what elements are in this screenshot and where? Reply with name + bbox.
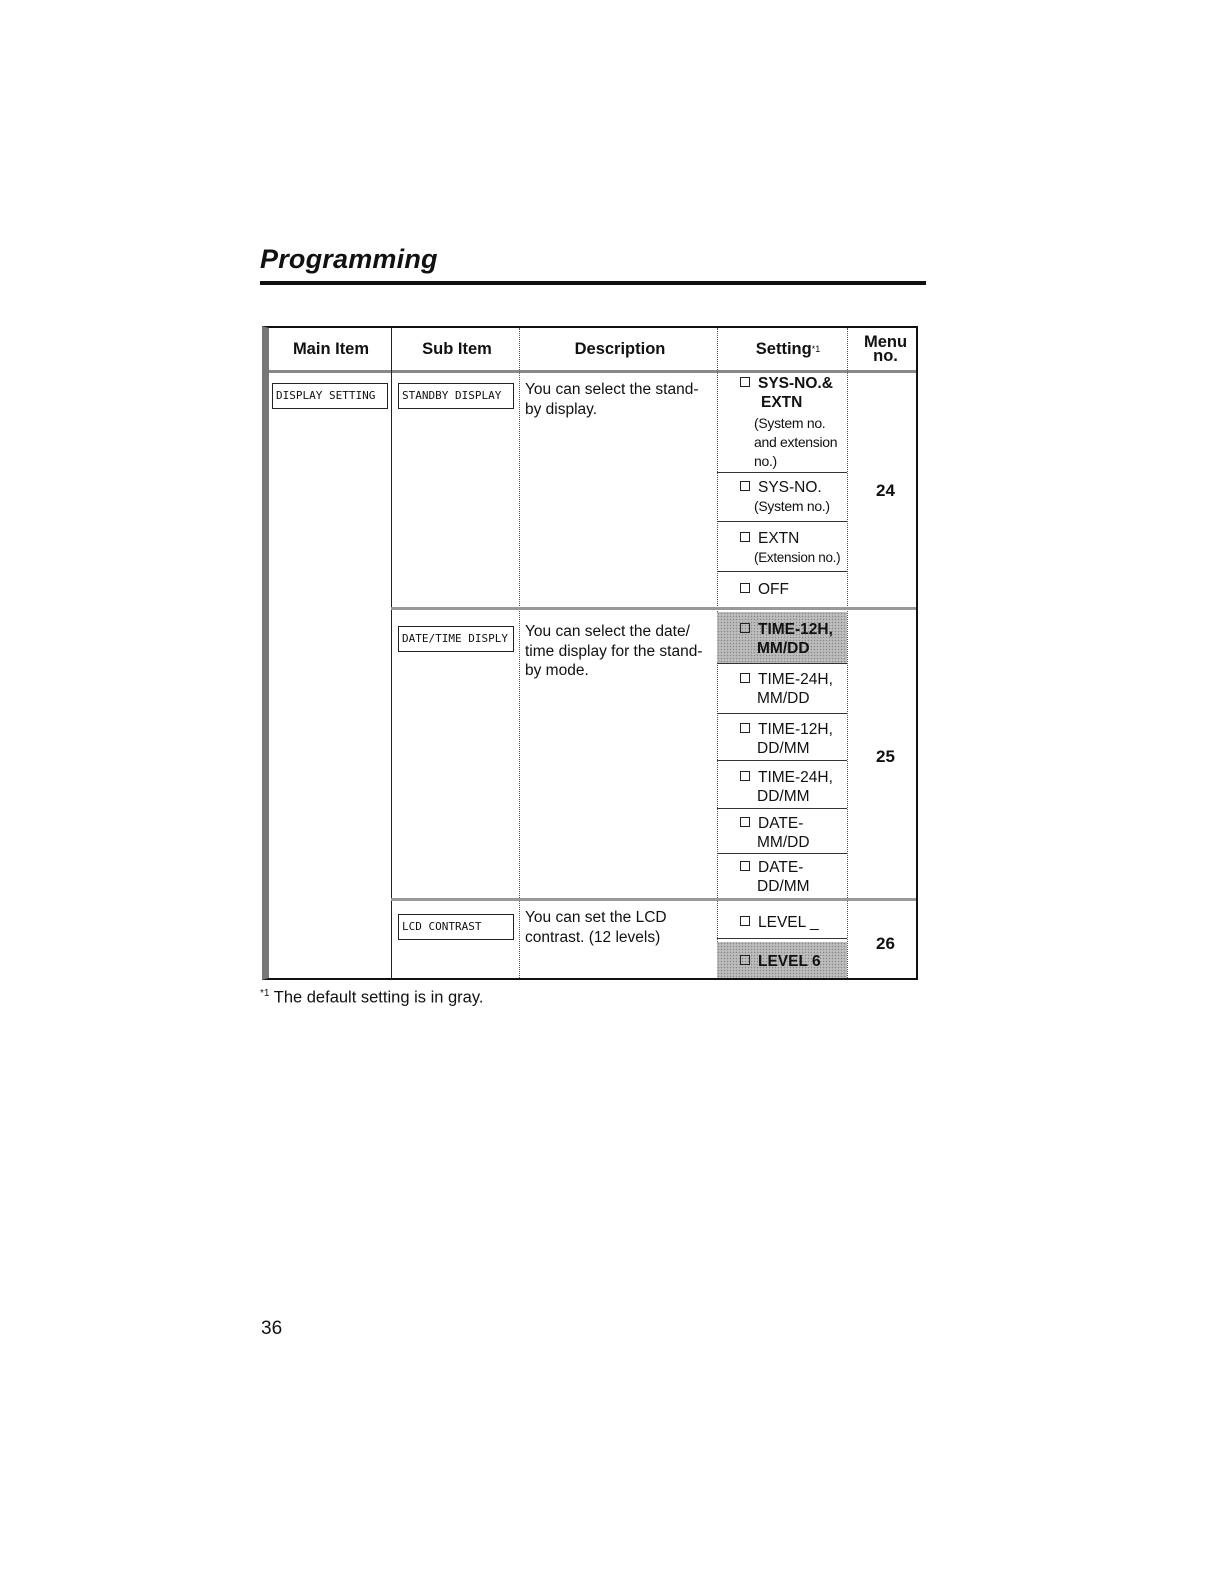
setting-option xyxy=(717,478,847,521)
setting-separator xyxy=(717,571,847,572)
setting-option xyxy=(717,720,847,760)
setting-note: (Extension no.) xyxy=(754,550,841,565)
setting-label: SYS-NO.& xyxy=(758,375,833,392)
checkbox-icon xyxy=(740,623,750,633)
setting-label-line2: MM/DD xyxy=(757,834,810,851)
checkbox-icon xyxy=(740,532,750,542)
setting-separator xyxy=(717,663,847,664)
description-lcd-contrast: You can set the LCD contrast. (12 levels) xyxy=(525,909,667,946)
group-separator xyxy=(391,898,916,901)
checkbox-icon xyxy=(740,817,750,827)
setting-option xyxy=(717,814,847,853)
checkbox-icon xyxy=(740,955,750,965)
header-setting xyxy=(723,328,853,370)
setting-option-default xyxy=(717,942,847,978)
setting-label: TIME-12H, xyxy=(758,621,833,638)
settings-table xyxy=(262,326,918,980)
setting-label: TIME-24H, xyxy=(758,769,833,786)
setting-note: and extension xyxy=(754,434,838,450)
setting-label-line2: MM/DD xyxy=(757,640,810,657)
setting-option xyxy=(717,529,847,571)
checkbox-icon xyxy=(740,481,750,491)
menu-number: 26 xyxy=(876,934,895,953)
setting-note: no.) xyxy=(754,453,777,469)
column-divider xyxy=(519,328,520,978)
footnote xyxy=(260,988,483,1008)
title-rule xyxy=(260,281,926,285)
setting-label: EXTN xyxy=(758,530,800,547)
menu-number: 24 xyxy=(876,481,895,500)
description-date-time-display: You can select the date/ time display for the stand-by mode. xyxy=(525,623,703,679)
setting-option xyxy=(717,374,847,472)
column-divider xyxy=(847,328,848,978)
group-separator xyxy=(391,607,916,610)
setting-label: LEVEL _ xyxy=(758,914,819,931)
setting-option xyxy=(717,858,847,898)
header-description: Description xyxy=(574,339,666,358)
setting-label: DATE- xyxy=(758,859,804,876)
setting-option xyxy=(717,580,847,604)
sub-item-standby-display: STANDBY DISPLAY xyxy=(398,383,514,409)
setting-note: (System no.) xyxy=(754,498,830,514)
setting-label-line2: DD/MM xyxy=(757,788,810,805)
setting-label-line2: MM/DD xyxy=(757,690,810,707)
header-sub-item: Sub Item xyxy=(422,339,492,358)
menu-number: 25 xyxy=(876,747,895,766)
sub-item-date-time-display: DATE/TIME DISPLY xyxy=(398,626,514,652)
checkbox-icon xyxy=(740,723,750,733)
checkbox-icon xyxy=(740,673,750,683)
setting-note: (System no. xyxy=(754,415,826,431)
main-item-display-setting: DISPLAY SETTING xyxy=(272,383,388,409)
setting-option xyxy=(717,913,847,937)
header-setting-footnote-mark: *1 xyxy=(811,344,821,354)
setting-separator xyxy=(717,938,847,939)
checkbox-icon xyxy=(740,583,750,593)
setting-separator xyxy=(717,472,847,473)
column-divider xyxy=(391,328,392,978)
sub-item-lcd-contrast: LCD CONTRAST xyxy=(398,914,514,940)
setting-option-default xyxy=(717,612,847,663)
checkbox-icon xyxy=(740,916,750,926)
setting-separator xyxy=(717,760,847,761)
setting-separator xyxy=(717,713,847,714)
setting-option xyxy=(717,768,847,808)
header-main-item: Main Item xyxy=(292,339,370,358)
setting-label: OFF xyxy=(758,581,789,598)
setting-label: LEVEL 6 xyxy=(758,953,821,970)
setting-label-line2: DD/MM xyxy=(757,878,810,895)
setting-label-line2: EXTN xyxy=(761,394,803,411)
checkbox-icon xyxy=(740,377,750,387)
setting-separator xyxy=(717,808,847,809)
setting-label: TIME-24H, xyxy=(758,671,833,688)
header-row xyxy=(269,328,916,373)
footnote-mark: *1 xyxy=(260,988,270,999)
header-menu-no-line1: Menu xyxy=(863,333,908,351)
setting-option xyxy=(717,670,847,713)
footnote-text: The default setting is in gray. xyxy=(269,988,484,1007)
header-setting-label: Setting xyxy=(755,339,812,358)
setting-label: DATE- xyxy=(758,815,804,832)
header-menu-no-line2: no. xyxy=(873,347,898,365)
checkbox-icon xyxy=(740,771,750,781)
description-standby-display: You can select the stand-by display. xyxy=(525,381,699,418)
setting-label: SYS-NO. xyxy=(758,479,822,496)
checkbox-icon xyxy=(740,861,750,871)
setting-label-line2: DD/MM xyxy=(757,740,810,757)
setting-separator xyxy=(717,853,847,854)
page-title: Programming xyxy=(260,244,438,274)
page-number: 36 xyxy=(261,1318,283,1339)
setting-label: TIME-12H, xyxy=(758,721,833,738)
header-menu-no xyxy=(853,328,918,370)
setting-separator xyxy=(717,521,847,522)
